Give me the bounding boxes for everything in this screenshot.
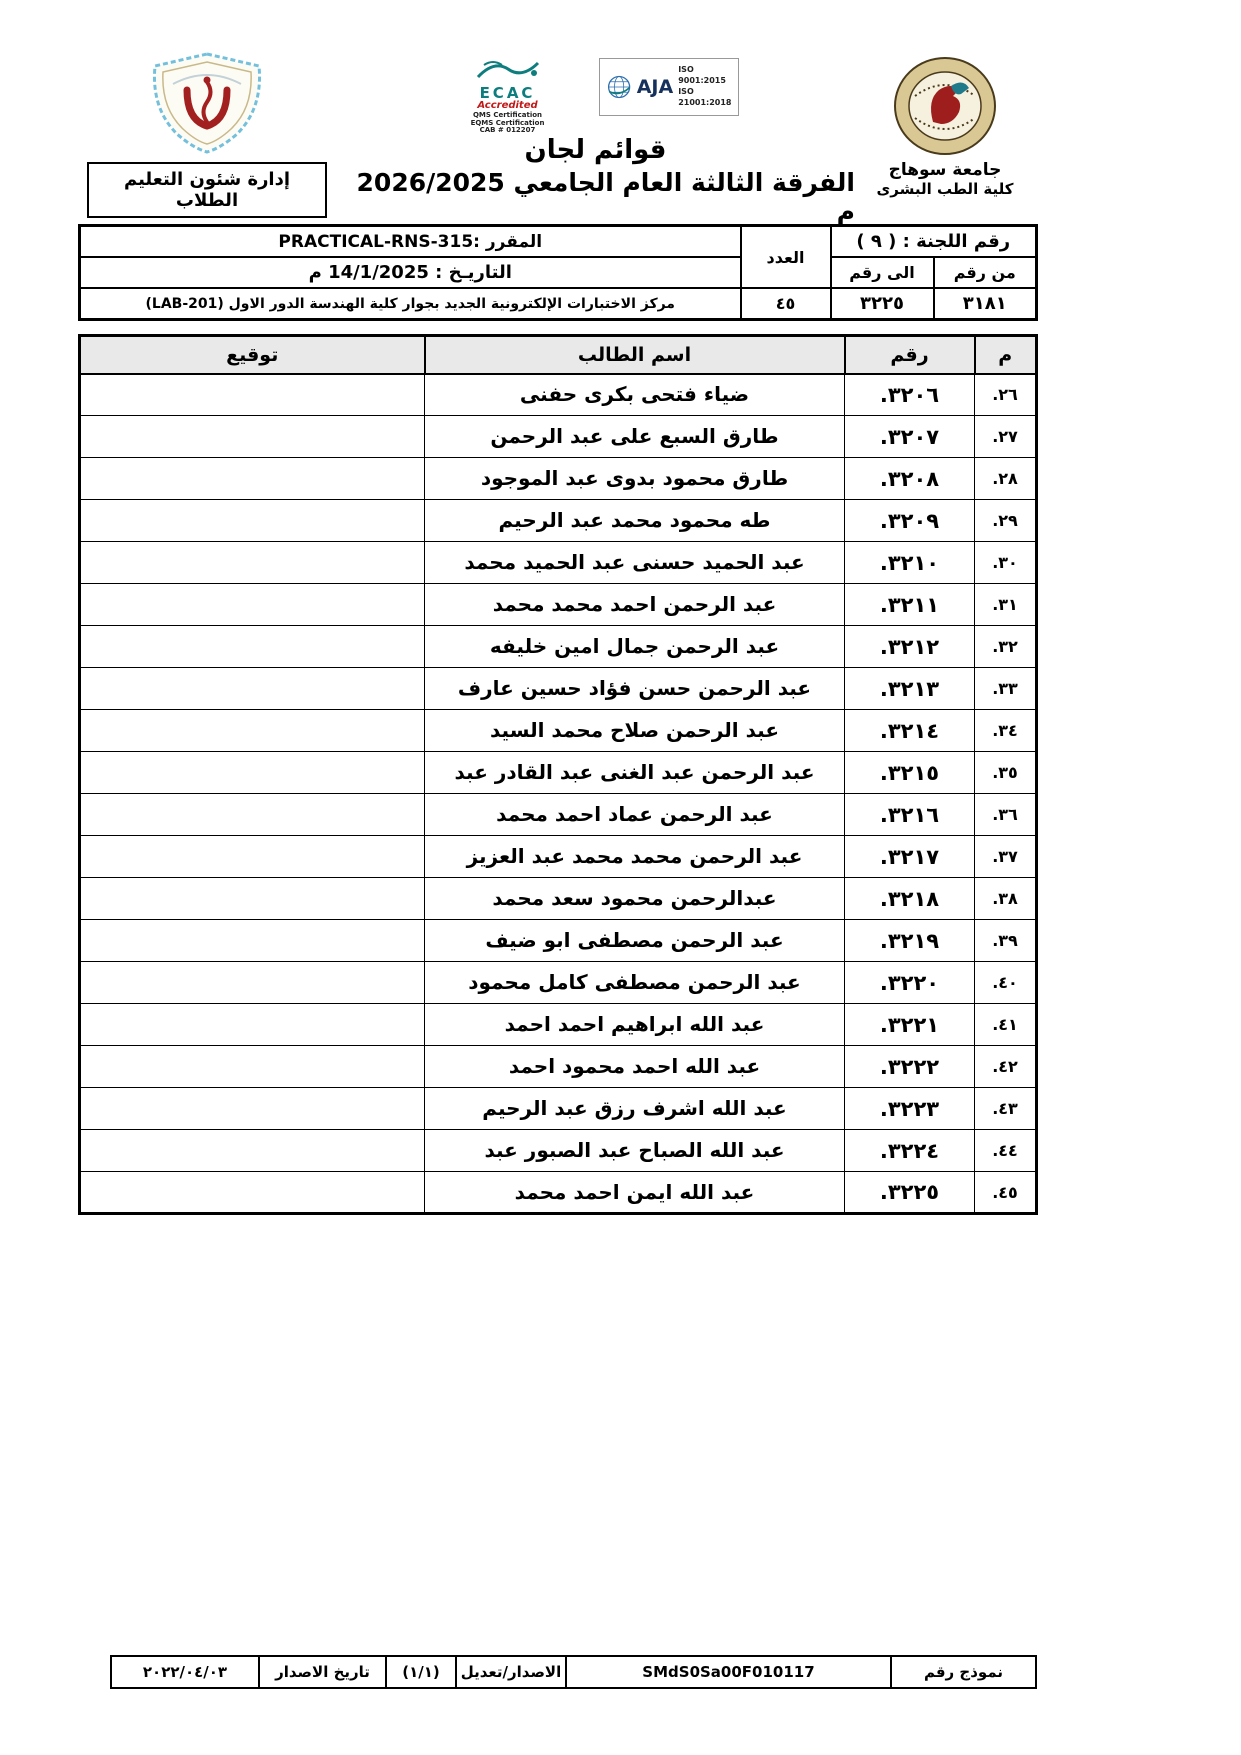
student-number-cell: ٣٢٢١.: [845, 1004, 975, 1046]
aja-iso-text: [678, 65, 731, 108]
iso-line: ISO 21001:2018: [678, 87, 732, 107]
student-number-cell: ٣٢١٨.: [845, 878, 975, 920]
student-name-cell: عبد الله احمد محمود احمد: [425, 1046, 845, 1088]
issue-date-label-cell: تاريخ الاصدار: [259, 1656, 386, 1688]
signature-cell: [80, 710, 425, 752]
info-row: [80, 257, 1037, 288]
serial-cell: ٢٩.: [975, 500, 1037, 542]
table-row: [80, 794, 1037, 836]
signature-cell: [80, 1172, 425, 1214]
table-row: [80, 1130, 1037, 1172]
signature-cell: [80, 458, 425, 500]
ecac-accredited-banner: Accredited: [477, 100, 538, 112]
signature-cell: [80, 836, 425, 878]
serial-cell: ٢٨.: [975, 458, 1037, 500]
department-label: إدارة شئون التعليم الطلاب: [123, 169, 291, 211]
student-name-cell: عبد الرحمن عماد احمد محمد: [425, 794, 845, 836]
document-header: [78, 50, 1035, 226]
from-number-label-cell: من رقم: [934, 257, 1037, 288]
student-name-cell: عبدالرحمن محمود سعد محمد: [425, 878, 845, 920]
revision-value-cell: (١/١): [386, 1656, 456, 1688]
ecac-accreditation-logo: [453, 58, 563, 135]
serial-cell: ٢٦.: [975, 374, 1037, 416]
column-header-signature: توقيع: [80, 336, 425, 374]
signature-cell: [80, 542, 425, 584]
faculty-of-medicine-logo-icon: [141, 50, 273, 156]
footer-row: [111, 1656, 1036, 1688]
serial-cell: ٤١.: [975, 1004, 1037, 1046]
committee-info-table: [78, 224, 1038, 321]
serial-cell: ٣٠.: [975, 542, 1037, 584]
serial-cell: ٤٥.: [975, 1172, 1037, 1214]
page-title: قوائم لجان: [524, 135, 667, 165]
signature-cell: [80, 416, 425, 458]
table-row: [80, 962, 1037, 1004]
column-header-name: اسم الطالب: [425, 336, 845, 374]
form-number-value-cell: SMdS0Sa00F010117: [566, 1656, 891, 1688]
footer-table: [110, 1655, 1037, 1689]
serial-cell: ٣٢.: [975, 626, 1037, 668]
student-number-cell: ٣٢٢٤.: [845, 1130, 975, 1172]
header-center: [336, 50, 855, 226]
signature-cell: [80, 962, 425, 1004]
table-row: [80, 374, 1037, 416]
header-row: [80, 336, 1037, 374]
serial-cell: ٤٣.: [975, 1088, 1037, 1130]
document-content: [78, 50, 1035, 1215]
university-block: [855, 50, 1035, 198]
signature-cell: [80, 878, 425, 920]
table-row: [80, 836, 1037, 878]
sohag-university-logo-icon: [893, 56, 997, 156]
serial-cell: ٣٦.: [975, 794, 1037, 836]
committee-number-cell: رقم اللجنة : ( ٩ ): [831, 226, 1037, 258]
accreditation-logos: [453, 58, 739, 135]
faculty-name: كلية الطب البشرى: [876, 180, 1014, 198]
student-number-cell: ٣٢٢٠.: [845, 962, 975, 1004]
column-header-number: رقم: [845, 336, 975, 374]
serial-cell: ٣٨.: [975, 878, 1037, 920]
serial-cell: ٣٩.: [975, 920, 1037, 962]
ecac-certification-lines: [453, 112, 563, 135]
ecac-line: EQMS Certification: [470, 118, 545, 127]
student-name-cell: عبد الرحمن جمال امين خليفه: [425, 626, 845, 668]
ecac-line: QMS Certification: [472, 111, 543, 120]
ecac-name: ECAC: [479, 84, 536, 103]
signature-cell: [80, 920, 425, 962]
ecac-logo-icon: [472, 58, 544, 82]
table-row: [80, 584, 1037, 626]
table-row: [80, 458, 1037, 500]
student-number-cell: ٣٢٠٩.: [845, 500, 975, 542]
serial-cell: ٣١.: [975, 584, 1037, 626]
student-number-cell: ٣٢٢٥.: [845, 1172, 975, 1214]
info-row: [80, 226, 1037, 258]
table-row: [80, 920, 1037, 962]
student-name-cell: طارق السبع على عبد الرحمن: [425, 416, 845, 458]
student-name-cell: ضياء فتحى بكرى حفنى: [425, 374, 845, 416]
student-name-cell: عبد الحميد حسنى عبد الحميد محمد: [425, 542, 845, 584]
student-name-cell: عبد الله ابراهيم احمد احمد: [425, 1004, 845, 1046]
serial-cell: ٢٧.: [975, 416, 1037, 458]
to-number-value-cell: ٣٢٢٥: [831, 288, 934, 320]
table-row: [80, 1046, 1037, 1088]
serial-cell: ٣٣.: [975, 668, 1037, 710]
serial-cell: ٤٠.: [975, 962, 1037, 1004]
student-number-cell: ٣٢١٢.: [845, 626, 975, 668]
count-value-cell: ٤٥: [741, 288, 831, 320]
issue-date-value-cell: ٢٠٢٢/٠٤/٠٣: [111, 1656, 259, 1688]
info-row: [80, 288, 1037, 320]
exam-location-cell: مركز الاختبارات الإلكترونية الجديد بجوار كلية الهندسة الدور الاول (LAB-201): [80, 288, 741, 320]
faculty-block: [78, 50, 336, 218]
student-name-cell: عبد الرحمن احمد محمد محمد: [425, 584, 845, 626]
column-header-serial: م: [975, 336, 1037, 374]
table-row: [80, 878, 1037, 920]
student-number-cell: ٣٢١٩.: [845, 920, 975, 962]
university-name: جامعة سوهاج: [888, 160, 1002, 180]
course-cell: المقرر :PRACTICAL-RNS-315: [80, 226, 741, 258]
table-row: [80, 1004, 1037, 1046]
student-name-cell: عبد الرحمن عبد الغنى عبد القادر عبد: [425, 752, 845, 794]
student-name-cell: عبد الرحمن صلاح محمد السيد: [425, 710, 845, 752]
serial-cell: ٣٧.: [975, 836, 1037, 878]
form-number-label-cell: نموذج رقم: [891, 1656, 1036, 1688]
student-number-cell: ٣٢٢٣.: [845, 1088, 975, 1130]
table-row: [80, 542, 1037, 584]
student-number-cell: ٣٢١١.: [845, 584, 975, 626]
student-table-header: [80, 336, 1037, 374]
student-number-cell: ٣٢١٠.: [845, 542, 975, 584]
signature-cell: [80, 794, 425, 836]
student-number-cell: ٣٢١٦.: [845, 794, 975, 836]
student-table: [78, 334, 1038, 1215]
to-number-label-cell: الى رقم: [831, 257, 934, 288]
student-name-cell: عبد الله الصباح عبد الصبور عبد: [425, 1130, 845, 1172]
student-name-cell: عبد الرحمن حسن فؤاد حسين عارف: [425, 668, 845, 710]
ecac-line: CAB # 012207: [479, 126, 536, 135]
student-number-cell: ٣٢٢٢.: [845, 1046, 975, 1088]
serial-cell: ٣٥.: [975, 752, 1037, 794]
signature-cell: [80, 1046, 425, 1088]
student-table-body: [80, 374, 1037, 1214]
serial-cell: ٤٢.: [975, 1046, 1037, 1088]
signature-cell: [80, 668, 425, 710]
student-name-cell: طارق محمود بدوى عبد الموجود: [425, 458, 845, 500]
date-cell: التاريـخ : 14/1/2025 م: [80, 257, 741, 288]
count-label-cell: العدد: [741, 226, 831, 289]
table-row: [80, 668, 1037, 710]
from-number-value-cell: ٣١٨١: [934, 288, 1037, 320]
globe-icon: [606, 67, 632, 107]
serial-cell: ٣٤.: [975, 710, 1037, 752]
student-number-cell: ٣٢٠٦.: [845, 374, 975, 416]
page-subtitle: الفرقة الثالثة العام الجامعي 2026/2025 م: [356, 168, 855, 226]
table-row: [80, 500, 1037, 542]
student-number-cell: ٣٢٠٧.: [845, 416, 975, 458]
revision-label-cell: الاصدار/تعديل: [456, 1656, 566, 1688]
aja-name: AJA: [636, 76, 674, 98]
signature-cell: [80, 1130, 425, 1172]
iso-line: ISO 9001:2015: [678, 65, 726, 86]
student-name-cell: عبد الله اشرف رزق عبد الرحيم: [425, 1088, 845, 1130]
table-row: [80, 1088, 1037, 1130]
student-name-cell: عبد الله ايمن احمد محمد: [425, 1172, 845, 1214]
student-name-cell: طه محمود محمد عبد الرحيم: [425, 500, 845, 542]
signature-cell: [80, 752, 425, 794]
table-row: [80, 752, 1037, 794]
signature-cell: [80, 626, 425, 668]
student-name-cell: عبد الرحمن محمد محمد عبد العزيز: [425, 836, 845, 878]
signature-cell: [80, 374, 425, 416]
student-name-cell: عبد الرحمن مصطفى كامل محمود: [425, 962, 845, 1004]
table-row: [80, 626, 1037, 668]
table-row: [80, 710, 1037, 752]
student-number-cell: ٣٢١٤.: [845, 710, 975, 752]
table-row: [80, 1172, 1037, 1214]
aja-accreditation-logo: [599, 58, 739, 116]
student-number-cell: ٣٢١٥.: [845, 752, 975, 794]
signature-cell: [80, 1004, 425, 1046]
student-number-cell: ٣٢٠٨.: [845, 458, 975, 500]
signature-cell: [80, 1088, 425, 1130]
table-row: [80, 416, 1037, 458]
signature-cell: [80, 584, 425, 626]
student-number-cell: ٣٢١٣.: [845, 668, 975, 710]
student-number-cell: ٣٢١٧.: [845, 836, 975, 878]
department-box: [87, 162, 327, 218]
signature-cell: [80, 500, 425, 542]
student-name-cell: عبد الرحمن مصطفى ابو ضيف: [425, 920, 845, 962]
serial-cell: ٤٤.: [975, 1130, 1037, 1172]
